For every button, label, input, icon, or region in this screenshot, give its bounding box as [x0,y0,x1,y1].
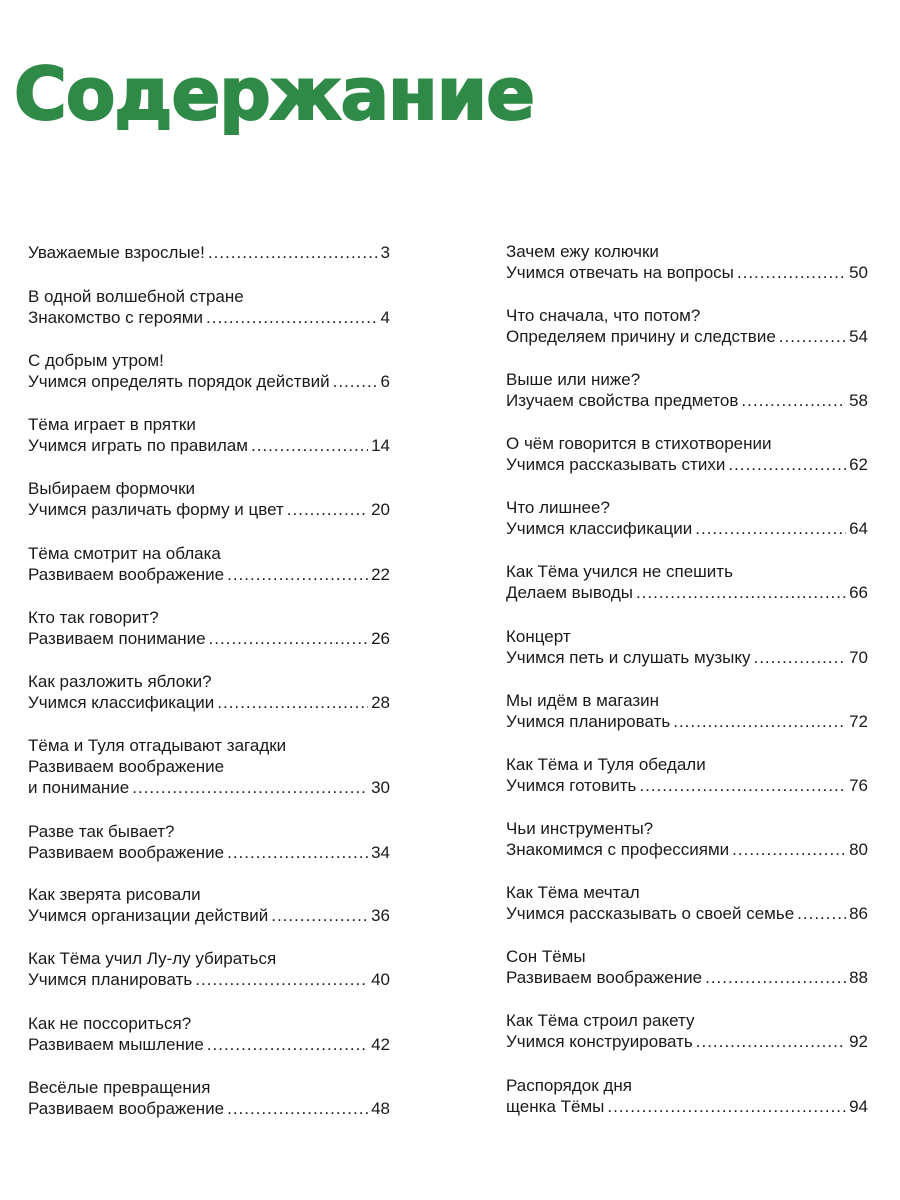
toc-entry[interactable] [28,671,390,713]
toc-entry[interactable] [28,884,390,926]
toc-entry-title: Кто так говорит? [28,608,159,627]
dot-leader [195,969,368,990]
toc-entry-subtitle: Учимся организации действий [28,906,269,925]
toc-entry[interactable] [506,241,868,283]
toc-entry-title: Выбираем формочки [28,479,196,498]
toc-entry-subtitle: Учимся петь и слушать музыку [506,648,751,667]
toc-entry-subtitle: Учимся рассказывать стихи [506,455,726,474]
toc-entry-title: Тёма играет в прятки [28,415,196,434]
toc-entry-title: Как не поссориться? [28,1014,192,1033]
toc-entry-subtitle: Изучаем свойства предметов [506,391,739,410]
toc-entry-subtitle: Знакомимся с профессиями [506,840,730,859]
toc-entry[interactable] [28,1013,390,1055]
toc-entry-subtitle: Развиваем воображение [28,1099,225,1118]
toc-entry[interactable] [506,690,868,732]
toc-page-number: 36 [371,906,390,925]
dot-leader [779,326,846,347]
toc-page-number: 40 [371,970,390,989]
toc-entry-subtitle: Учимся различать форму и цвет [28,500,284,519]
toc-entry-subtitle: Учимся конструировать [506,1032,693,1051]
toc-entry-title: Мы идём в магазин [506,691,660,710]
toc-entry-subtitle: Учимся играть по правилам [28,436,248,455]
toc-entry-subtitle: Учимся классификации [28,693,215,712]
toc-entry-title: Разве так бывает? [28,822,175,841]
dot-leader [287,499,368,520]
toc-entry-title: Концерт [506,627,571,646]
toc-page-number: 64 [849,519,868,538]
dot-leader [639,775,846,796]
toc-entry-subtitle: Развиваем мышление [28,1035,204,1054]
toc-entry-title: Тёма смотрит на облака [28,544,221,563]
toc-entry-subtitle: Учимся планировать [506,712,671,731]
dot-leader [741,390,846,411]
toc-entry[interactable] [28,350,390,392]
toc-page-number: 14 [371,436,390,455]
dot-leader [208,242,378,263]
toc-entry[interactable] [28,1077,390,1119]
toc-page-number: 66 [849,583,868,602]
toc-entry-subtitle: Учимся планировать [28,970,193,989]
dot-leader [696,1031,846,1052]
toc-entry-subtitle: и понимание [28,778,130,797]
toc-entry-title: Как зверята рисовали [28,885,201,904]
toc-entry[interactable] [28,242,390,263]
toc-entry[interactable] [506,1010,868,1052]
toc-entry[interactable] [28,478,390,520]
toc-entry-title: Уважаемые взрослые! [28,243,205,262]
dot-leader [705,967,846,988]
dot-leader [227,842,368,863]
toc-entry-subtitle: Делаем выводы [506,583,633,602]
toc-entry[interactable] [28,821,390,863]
toc-page-number: 22 [371,565,390,584]
toc-page-number: 76 [849,776,868,795]
toc-entry-title: Зачем ежу колючки [506,242,659,261]
toc-entry-subtitle: Развиваем понимание [28,629,206,648]
dot-leader [333,371,378,392]
toc-page-number: 30 [371,778,390,797]
toc-entry[interactable] [506,946,868,988]
toc-entry-title: Весёлые превращения [28,1078,211,1097]
toc-entry-title: Чьи инструменты? [506,819,654,838]
dot-leader [728,454,846,475]
toc-entry[interactable] [28,286,390,328]
toc-entry[interactable] [28,948,390,990]
toc-page-number: 48 [371,1099,390,1118]
toc-page-number: 80 [849,840,868,859]
toc-entry[interactable] [506,561,868,603]
toc-entry-title: С добрым утром! [28,351,164,370]
toc-entry-title: В одной волшебной стране [28,287,244,306]
toc-entry[interactable] [506,433,868,475]
toc-page-number: 58 [849,391,868,410]
toc-page-number: 62 [849,455,868,474]
dot-leader [797,903,846,924]
dot-leader [227,564,368,585]
dot-leader [207,1034,368,1055]
toc-entry-subtitle: Учимся определять порядок действий [28,372,330,391]
toc-entry-title: Выше или ниже? [506,370,641,389]
dot-leader [271,905,368,926]
dot-leader [209,628,369,649]
toc-entry[interactable] [506,626,868,668]
toc-entry-subtitle: Развиваем воображение [28,565,225,584]
toc-entry[interactable] [506,882,868,924]
toc-entry[interactable] [28,414,390,456]
toc-entry[interactable] [28,543,390,585]
toc-entry[interactable] [506,754,868,796]
toc-entry-title: Как Тёма учил Лу-лу убираться [28,949,277,968]
toc-entry-subtitle: Учимся классификации [506,519,693,538]
toc-page-number: 42 [371,1035,390,1054]
dot-leader [132,777,368,798]
toc-entry[interactable] [28,735,390,798]
toc-page-number: 72 [849,712,868,731]
dot-leader [636,582,846,603]
toc-entry[interactable] [506,1075,868,1117]
page-title: Содержание [14,52,535,136]
toc-entry-subtitle: Знакомство с героями [28,308,203,327]
dot-leader [673,711,846,732]
toc-entry-title: Как Тёма и Туля обедали [506,755,706,774]
toc-entry[interactable] [506,497,868,539]
dot-leader [227,1098,368,1119]
toc-page-number: 88 [849,968,868,987]
toc-entry-title: О чём говорится в стихотворении [506,434,772,453]
toc-entry-subtitle: Развиваем воображение [28,757,225,776]
toc-entry-title: Что сначала, что потом? [506,306,701,325]
toc-page-number: 26 [371,629,390,648]
toc-page-number: 6 [380,372,390,391]
toc-page-number: 4 [380,308,390,327]
toc-entry-subtitle: Учимся готовить [506,776,637,795]
toc-entry-subtitle: Определяем причину и следствие [506,327,776,346]
toc-page-number: 70 [849,648,868,667]
toc-entry-title: Как Тёма мечтал [506,883,640,902]
toc-entry[interactable] [506,369,868,411]
toc-entry-title: Как разложить яблоки? [28,672,212,691]
dot-leader [695,518,846,539]
toc-entry[interactable] [506,305,868,347]
toc-entry-title: Тёма и Туля отгадывают загадки [28,736,287,755]
toc-page-number: 54 [849,327,868,346]
toc-page-number: 3 [380,243,390,262]
dot-leader [251,435,368,456]
toc-page-number: 50 [849,263,868,282]
toc-page-number: 20 [371,500,390,519]
toc-entry-title: Что лишнее? [506,498,610,517]
dot-leader [737,262,846,283]
dot-leader [607,1096,846,1117]
toc-entry-title: Как Тёма строил ракету [506,1011,695,1030]
toc-entry-subtitle: Учимся рассказывать о своей семье [506,904,795,923]
toc-entry[interactable] [28,607,390,649]
toc-entry-title: Сон Тёмы [506,947,586,966]
dot-leader [753,647,846,668]
toc-entry-subtitle: щенка Тёмы [506,1097,605,1116]
dot-leader [217,692,368,713]
toc-page-number: 86 [849,904,868,923]
toc-entry-title: Распорядок дня [506,1076,632,1095]
toc-entry-title: Как Тёма учился не спешить [506,562,733,581]
toc-page-number: 28 [371,693,390,712]
toc-page-number: 94 [849,1097,868,1116]
toc-entry-subtitle: Развиваем воображение [28,843,225,862]
toc-entry[interactable] [506,818,868,860]
toc-page-number: 34 [371,843,390,862]
toc-entry-subtitle: Развиваем воображение [506,968,703,987]
toc-page-number: 92 [849,1032,868,1051]
dot-leader [206,307,378,328]
dot-leader [732,839,846,860]
toc-entry-subtitle: Учимся отвечать на вопросы [506,263,734,282]
